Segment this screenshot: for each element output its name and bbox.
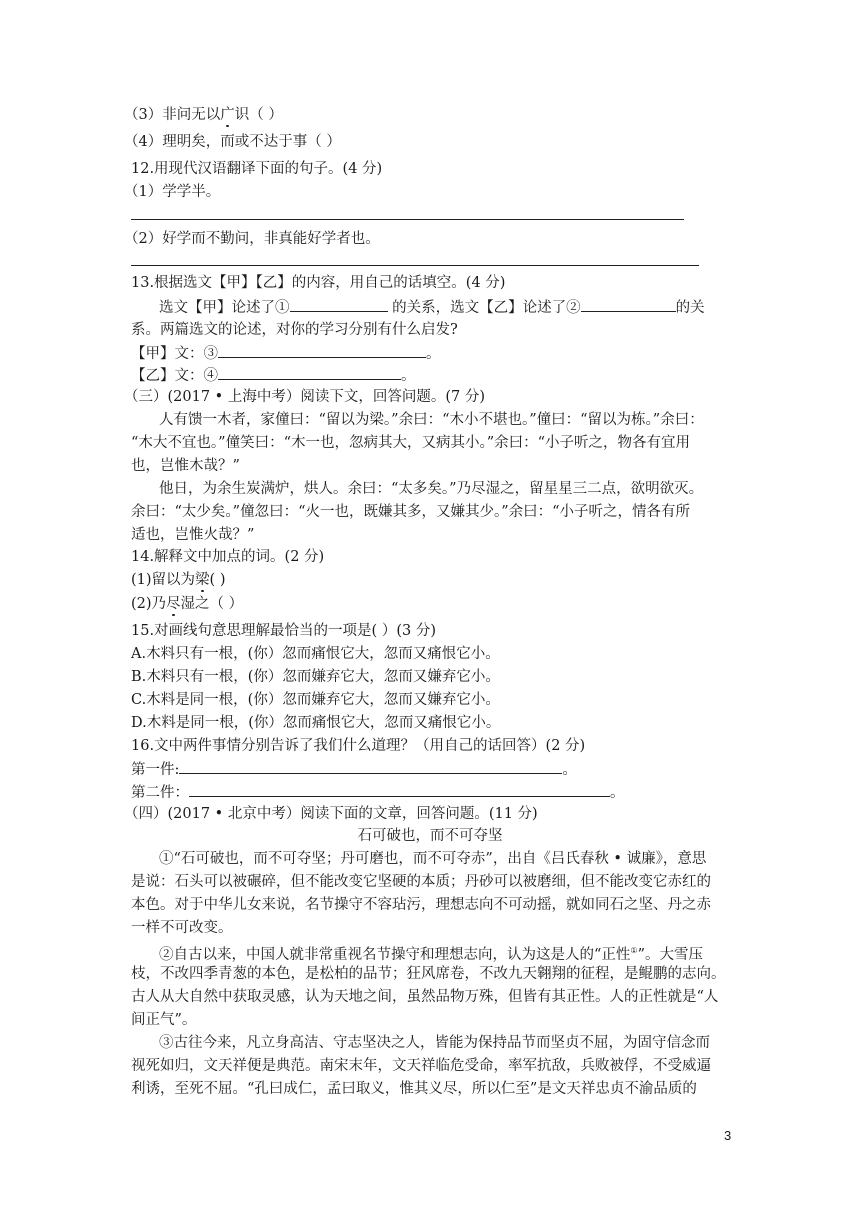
blank-3 bbox=[218, 342, 426, 358]
blank-6 bbox=[189, 781, 610, 797]
footnote-marker: ① bbox=[630, 946, 638, 955]
q16-second: 第二件： 。 bbox=[131, 781, 625, 804]
passage-line: 本色。对于中华儿女来说，名节操守不容玷污，理想志向不可动摇，就如同石之坚、丹之赤 bbox=[131, 897, 711, 913]
blank-5 bbox=[179, 758, 562, 774]
q12-sentence-1: （1）学学半。 bbox=[124, 184, 221, 200]
passage-line: ②自古以来，中国人就非常重视名节操守和理想志向，认为这是人的“正性①”。大雪压 bbox=[159, 946, 704, 963]
passage-line: 枝，不改四季青葱的本色，是松柏的品节；狂风席卷，不改九天翱翔的征程，是鲲鹏的志向。 bbox=[131, 966, 726, 982]
q12-title: 12.用现代汉语翻译下面的句子。(4 分) bbox=[131, 161, 383, 177]
q13-title: 13.根据选文【甲】【乙】的内容，用自己的话填空。(4 分) bbox=[131, 275, 506, 291]
answer-line bbox=[131, 219, 684, 220]
q14-title: 14.解释文中加点的词。(2 分) bbox=[131, 549, 325, 565]
passage-line: “木大不宜也。”僮笑曰：“木一也，忽病其大，又病其小。”余曰：“小子听之，物各有宜用 bbox=[131, 435, 691, 451]
section-3-header: （三）(2017 • 上海中考）阅读下文，回答问题。(7 分) bbox=[124, 389, 485, 405]
emphasis-dot-char: 广 bbox=[220, 107, 235, 123]
page-number: 3 bbox=[724, 1128, 732, 1143]
passage-line: 他日，为余生炭满炉，烘人。余曰：“太多矣。”乃尽湿之，留星星三二点，欲明欲灭。 bbox=[159, 481, 704, 497]
q15-option-b: B.木料只有一根，(你）忽而嫌弃它大，忽而又嫌弃它小。 bbox=[131, 669, 500, 685]
q13-yi: 【乙】文：④ 。 bbox=[131, 364, 416, 387]
passage-line: 适也，岂惟火哉？” bbox=[131, 527, 255, 543]
section-4-header: （四）(2017 • 北京中考）阅读下面的文章，回答问题。(11 分) bbox=[124, 806, 538, 822]
q13-jia: 【甲】文：③ 。 bbox=[131, 342, 441, 365]
article-title: 石可破也，而不可夺坚 bbox=[357, 828, 503, 844]
q13-line-2: 系。两篇选文的论述，对你的学习分别有什么启发? bbox=[131, 322, 458, 338]
passage-line: 一样不可改变。 bbox=[131, 920, 233, 936]
q11-item-3: （3）非问无以广识（ ） bbox=[124, 107, 283, 123]
passage-line: 是说：石头可以被碾碎，但不能改变它坚硬的本质；丹砂可以被磨细，但不能改变它赤红的 bbox=[131, 874, 711, 890]
q11-item-4: （4）理明矣，而或不达于事（ ） bbox=[124, 134, 341, 150]
q14-item-1: (1)留以为梁( ) bbox=[131, 572, 226, 588]
blank-4 bbox=[218, 364, 401, 380]
passage-line: 也，岂惟木哉？” bbox=[131, 458, 240, 474]
q12-sentence-2: （2）好学而不勤问，非真能好学者也。 bbox=[124, 231, 380, 247]
answer-line bbox=[131, 265, 699, 266]
passage-line: 古人从大自然中获取灵感，认为天地之间，虽然品物万殊，但皆有其正性。人的正性就是“人 bbox=[131, 989, 719, 1005]
q13-line-1: 选文【甲】论述了① 的关系，选文【乙】论述了② 的关 bbox=[159, 296, 705, 319]
passage-line: 人有馈一木者，家僮曰：“留以为梁。”余曰：“木小不堪也。”僮曰：“留以为栋。”余曰： bbox=[159, 412, 704, 428]
q15-option-c: C.木料是同一根，(你）忽而嫌弃它大，忽而又嫌弃它小。 bbox=[131, 692, 500, 708]
blank-1 bbox=[290, 296, 388, 312]
emphasis-dot-char: 梁 bbox=[195, 572, 210, 588]
q15-option-a: A.木料只有一根，(你）忽而痛恨它大，忽而又痛恨它小。 bbox=[131, 646, 500, 662]
emphasis-dot-char: 尽 bbox=[166, 596, 181, 612]
passage-line: ③古往今来，凡立身高洁、守志坚决之人，皆能为保持品节而坚贞不屈，为固守信念而 bbox=[159, 1035, 710, 1051]
q14-item-2: (2)乃尽湿之（ ） bbox=[131, 596, 244, 612]
passage-line: 视死如归，文天祥便是典范。南宋末年，文天祥临危受命，率军抗敌，兵败被俘，不受威逼 bbox=[131, 1058, 711, 1074]
q16-title: 16.文中两件事情分别告诉了我们什么道理？（用自己的话回答）(2 分) bbox=[131, 738, 586, 754]
q15-option-d: D.木料是同一根，(你）忽而痛恨它大，忽而又痛恨它小。 bbox=[131, 715, 501, 731]
passage-line: 余曰：“太少矣。”僮忽曰：“火一也，既嫌其多，又嫌其少。”余曰：“小子听之，情各有所 bbox=[131, 504, 691, 520]
passage-line: ①“石可破也，而不可夺坚；丹可磨也，而不可夺赤”，出自《吕氏春秋 • 诚廉》，意思 bbox=[159, 851, 707, 867]
blank-2 bbox=[581, 296, 676, 312]
q16-first: 第一件: 。 bbox=[131, 758, 577, 781]
q15-title: 15.对画线句意思理解最恰当的一项是( ）(3 分) bbox=[131, 623, 436, 639]
passage-line: 间正气”。 bbox=[131, 1012, 197, 1028]
passage-line: 利诱，至死不屈。“孔曰成仁，孟曰取义，惟其义尽，所以仁至”是文天祥忠贞不渝品质的 bbox=[131, 1081, 697, 1097]
